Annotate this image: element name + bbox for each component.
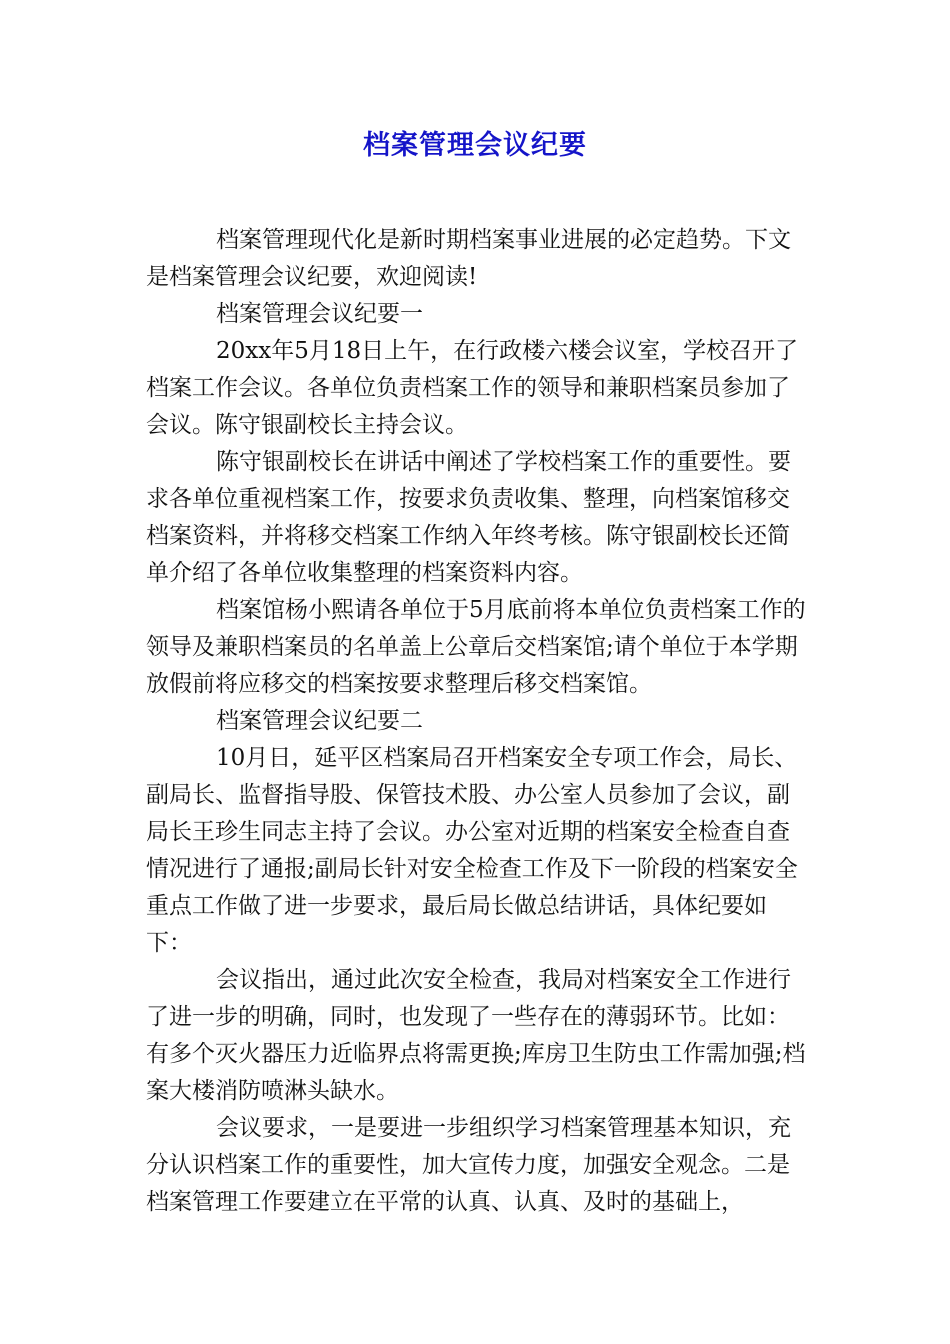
document-title: 档案管理会议纪要 (363, 130, 587, 161)
section-heading-one: 档案管理会议纪要一 (216, 301, 423, 327)
paragraph: 会议要求，一是要进一步组织学习档案管理基本知识，充分认识档案工作的重要性，加大宣传力度，加强安全观念。二是档案管理工作要建立在平常的认真、认真、及时的基础上， (146, 1115, 791, 1215)
paragraph: 档案馆杨小熙请各单位于5月底前将本单位负责档案工作的领导及兼职档案员的名单盖上公章后交档案馆;请个单位于本学期放假前将应移交的档案按要求整理后移交档案馆。 (146, 597, 806, 697)
paragraph: 20xx年5月18日上午，在行政楼六楼会议室，学校召开了档案工作会议。各单位负责档案工作的领导和兼职档案员参加了会议。陈守银副校长主持会议。 (146, 338, 799, 438)
paragraph: 陈守银副校长在讲话中阐述了学校档案工作的重要性。要求各单位重视档案工作，按要求负责收集、整理，向档案馆移交档案资料，并将移交档案工作纳入年终考核。陈守银副校长还简单介绍了各单位收集整理的档案资料内容。 (146, 449, 791, 586)
document-body (146, 222, 810, 1221)
paragraph: 10月日，延平区档案局召开档案安全专项工作会，局长、副局长、监督指导股、保管技术股、办公室人员参加了会议，副局长王珍生同志主持了会议。办公室对近期的档案安全检查自查情况进行了通报;副局长针对安全检查工作及下一阶段的档案安全重点工作做了进一步要求，最后局长做总结讲话，具体纪要如下： (146, 745, 798, 956)
paragraph-intro: 档案管理现代化是新时期档案事业进展的必定趋势。下文是档案管理会议纪要，欢迎阅读! (146, 227, 791, 290)
paragraph: 会议指出，通过此次安全检查，我局对档案安全工作进行了进一步的明确，同时，也发现了一些存在的薄弱环节。比如：有多个灭火器压力近临界点将需更换;库房卫生防虫工作需加强;档案大楼消防喷淋头缺水。 (146, 967, 806, 1104)
section-heading-two: 档案管理会议纪要二 (216, 708, 423, 734)
